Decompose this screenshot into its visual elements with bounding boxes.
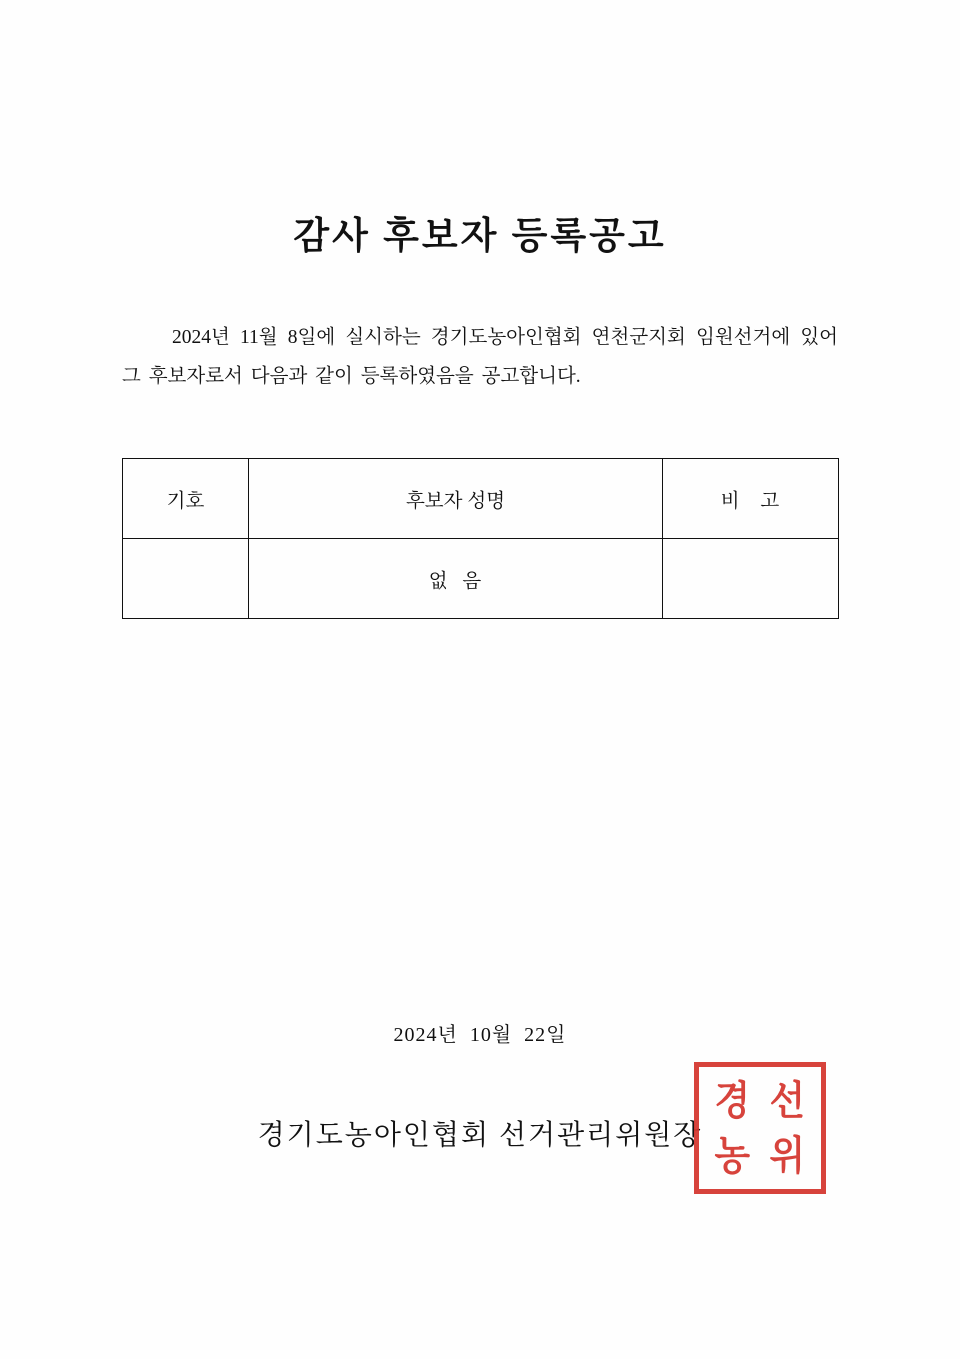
paragraph-text: 2024년 11월 8일에 실시하는 경기도농아인협회 연천군지회 임원선거에 있어 그 후보자로서 다음과 같이 등록하였음을 공고합니다.	[122, 327, 838, 387]
seal-inner	[705, 1073, 815, 1183]
table-header-row	[123, 459, 839, 539]
table-header-note: 비 고	[663, 459, 839, 539]
candidate-table	[122, 458, 839, 619]
seal-character: 선	[769, 1076, 806, 1124]
seal-character: 위	[769, 1131, 806, 1179]
page-title: 감사 후보자 등록공고	[293, 216, 667, 257]
table-header-no: 기호	[123, 459, 249, 539]
table-row	[123, 539, 839, 619]
announcement-paragraph	[122, 318, 838, 396]
table-header-name: 후보자 성명	[249, 459, 663, 539]
issuer-signature: 경기도농아인협회 선거관리위원장	[257, 1120, 703, 1151]
cell-no	[123, 539, 249, 619]
seal-character: 경	[714, 1076, 751, 1124]
seal-character: 농	[714, 1131, 751, 1179]
cell-note	[663, 539, 839, 619]
issue-date: 2024년 10월 22일	[393, 1024, 567, 1046]
official-seal-stamp	[694, 1062, 826, 1194]
cell-name: 없 음	[249, 539, 663, 619]
